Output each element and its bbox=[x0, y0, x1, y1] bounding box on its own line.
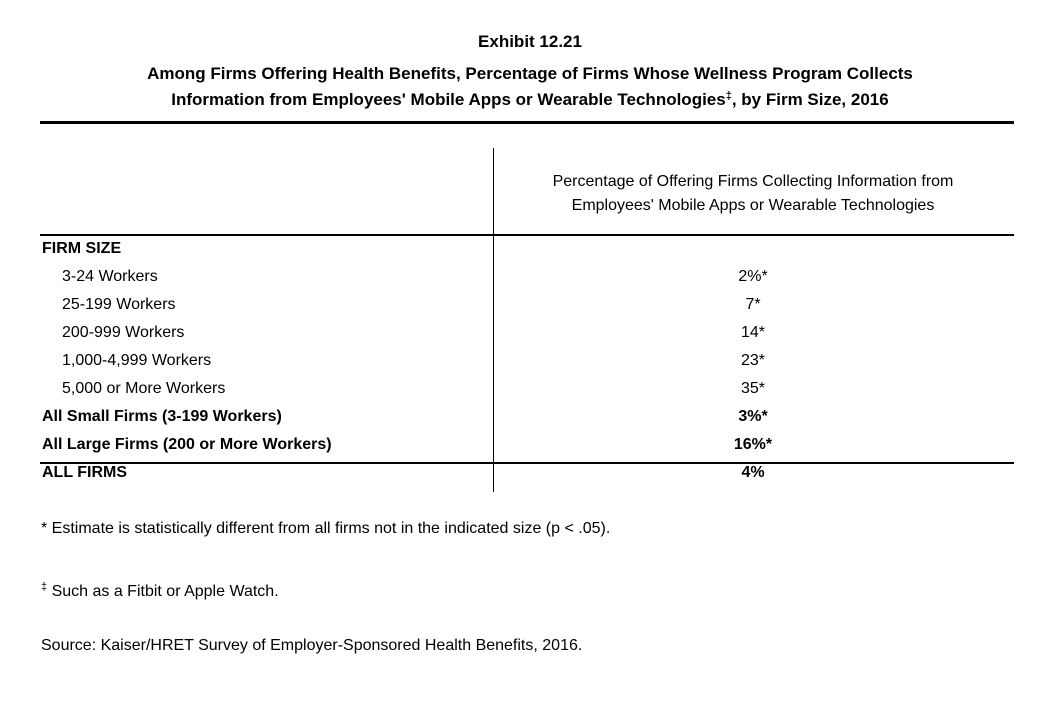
row-value: 35* bbox=[740, 380, 766, 397]
double-dagger-mark: ‡ bbox=[41, 581, 48, 593]
column-header-line-2: Employees' Mobile Apps or Wearable Technologies bbox=[571, 197, 935, 214]
table-row bbox=[40, 263, 1014, 291]
row-value: 2%* bbox=[738, 268, 768, 285]
table-row bbox=[40, 403, 1014, 431]
header-divider bbox=[493, 148, 494, 234]
column-header bbox=[496, 170, 1010, 218]
row-label: 25-199 Workers bbox=[62, 296, 176, 313]
row-value: 7* bbox=[745, 296, 761, 313]
table-row bbox=[40, 319, 1014, 347]
double-dagger-mark: ‡ bbox=[725, 90, 732, 102]
title-line-2-suffix: , by Firm Size, 2016 bbox=[731, 90, 889, 109]
row-value: 23* bbox=[740, 352, 766, 369]
table-row bbox=[40, 375, 1014, 403]
top-rule bbox=[40, 121, 1014, 124]
row-value: 4% bbox=[741, 464, 765, 481]
exhibit-label: Exhibit 12.21 bbox=[478, 32, 582, 51]
row-value: 3%* bbox=[738, 408, 768, 425]
significance-note: * Estimate is statistically different from all firms not in the indicated size (p < .05). bbox=[41, 520, 611, 537]
row-label: ALL FIRMS bbox=[42, 464, 128, 481]
row-label: All Small Firms (3-199 Workers) bbox=[42, 408, 282, 425]
row-label: All Large Firms (200 or More Workers) bbox=[42, 436, 332, 453]
table-row bbox=[40, 347, 1014, 375]
all-firms-rule bbox=[40, 462, 1014, 464]
title-line-2-text: Information from Employees' Mobile Apps or Wearable Technologies bbox=[171, 90, 726, 109]
table-row bbox=[40, 235, 1014, 263]
footnote-fitbit bbox=[41, 581, 279, 601]
row-label: 200-999 Workers bbox=[62, 324, 185, 341]
source-note: Source: Kaiser/HRET Survey of Employer-Sponsored Health Benefits, 2016. bbox=[41, 637, 583, 654]
table-row bbox=[40, 291, 1014, 319]
row-label: 3-24 Workers bbox=[62, 268, 158, 285]
column-header-line-1: Percentage of Offering Firms Collecting Information from bbox=[552, 173, 954, 190]
row-value: 16%* bbox=[733, 436, 773, 453]
title-line-2 bbox=[0, 90, 1060, 110]
row-label: 5,000 or More Workers bbox=[62, 380, 226, 397]
row-label: FIRM SIZE bbox=[42, 240, 122, 257]
row-label: 1,000-4,999 Workers bbox=[62, 352, 212, 369]
footnote-fitbit-text: Such as a Fitbit or Apple Watch. bbox=[47, 583, 279, 600]
title-line-1: Among Firms Offering Health Benefits, Percentage of Firms Whose Wellness Program Collects bbox=[147, 64, 913, 83]
table-row bbox=[40, 431, 1014, 459]
row-value: 14* bbox=[740, 324, 766, 341]
